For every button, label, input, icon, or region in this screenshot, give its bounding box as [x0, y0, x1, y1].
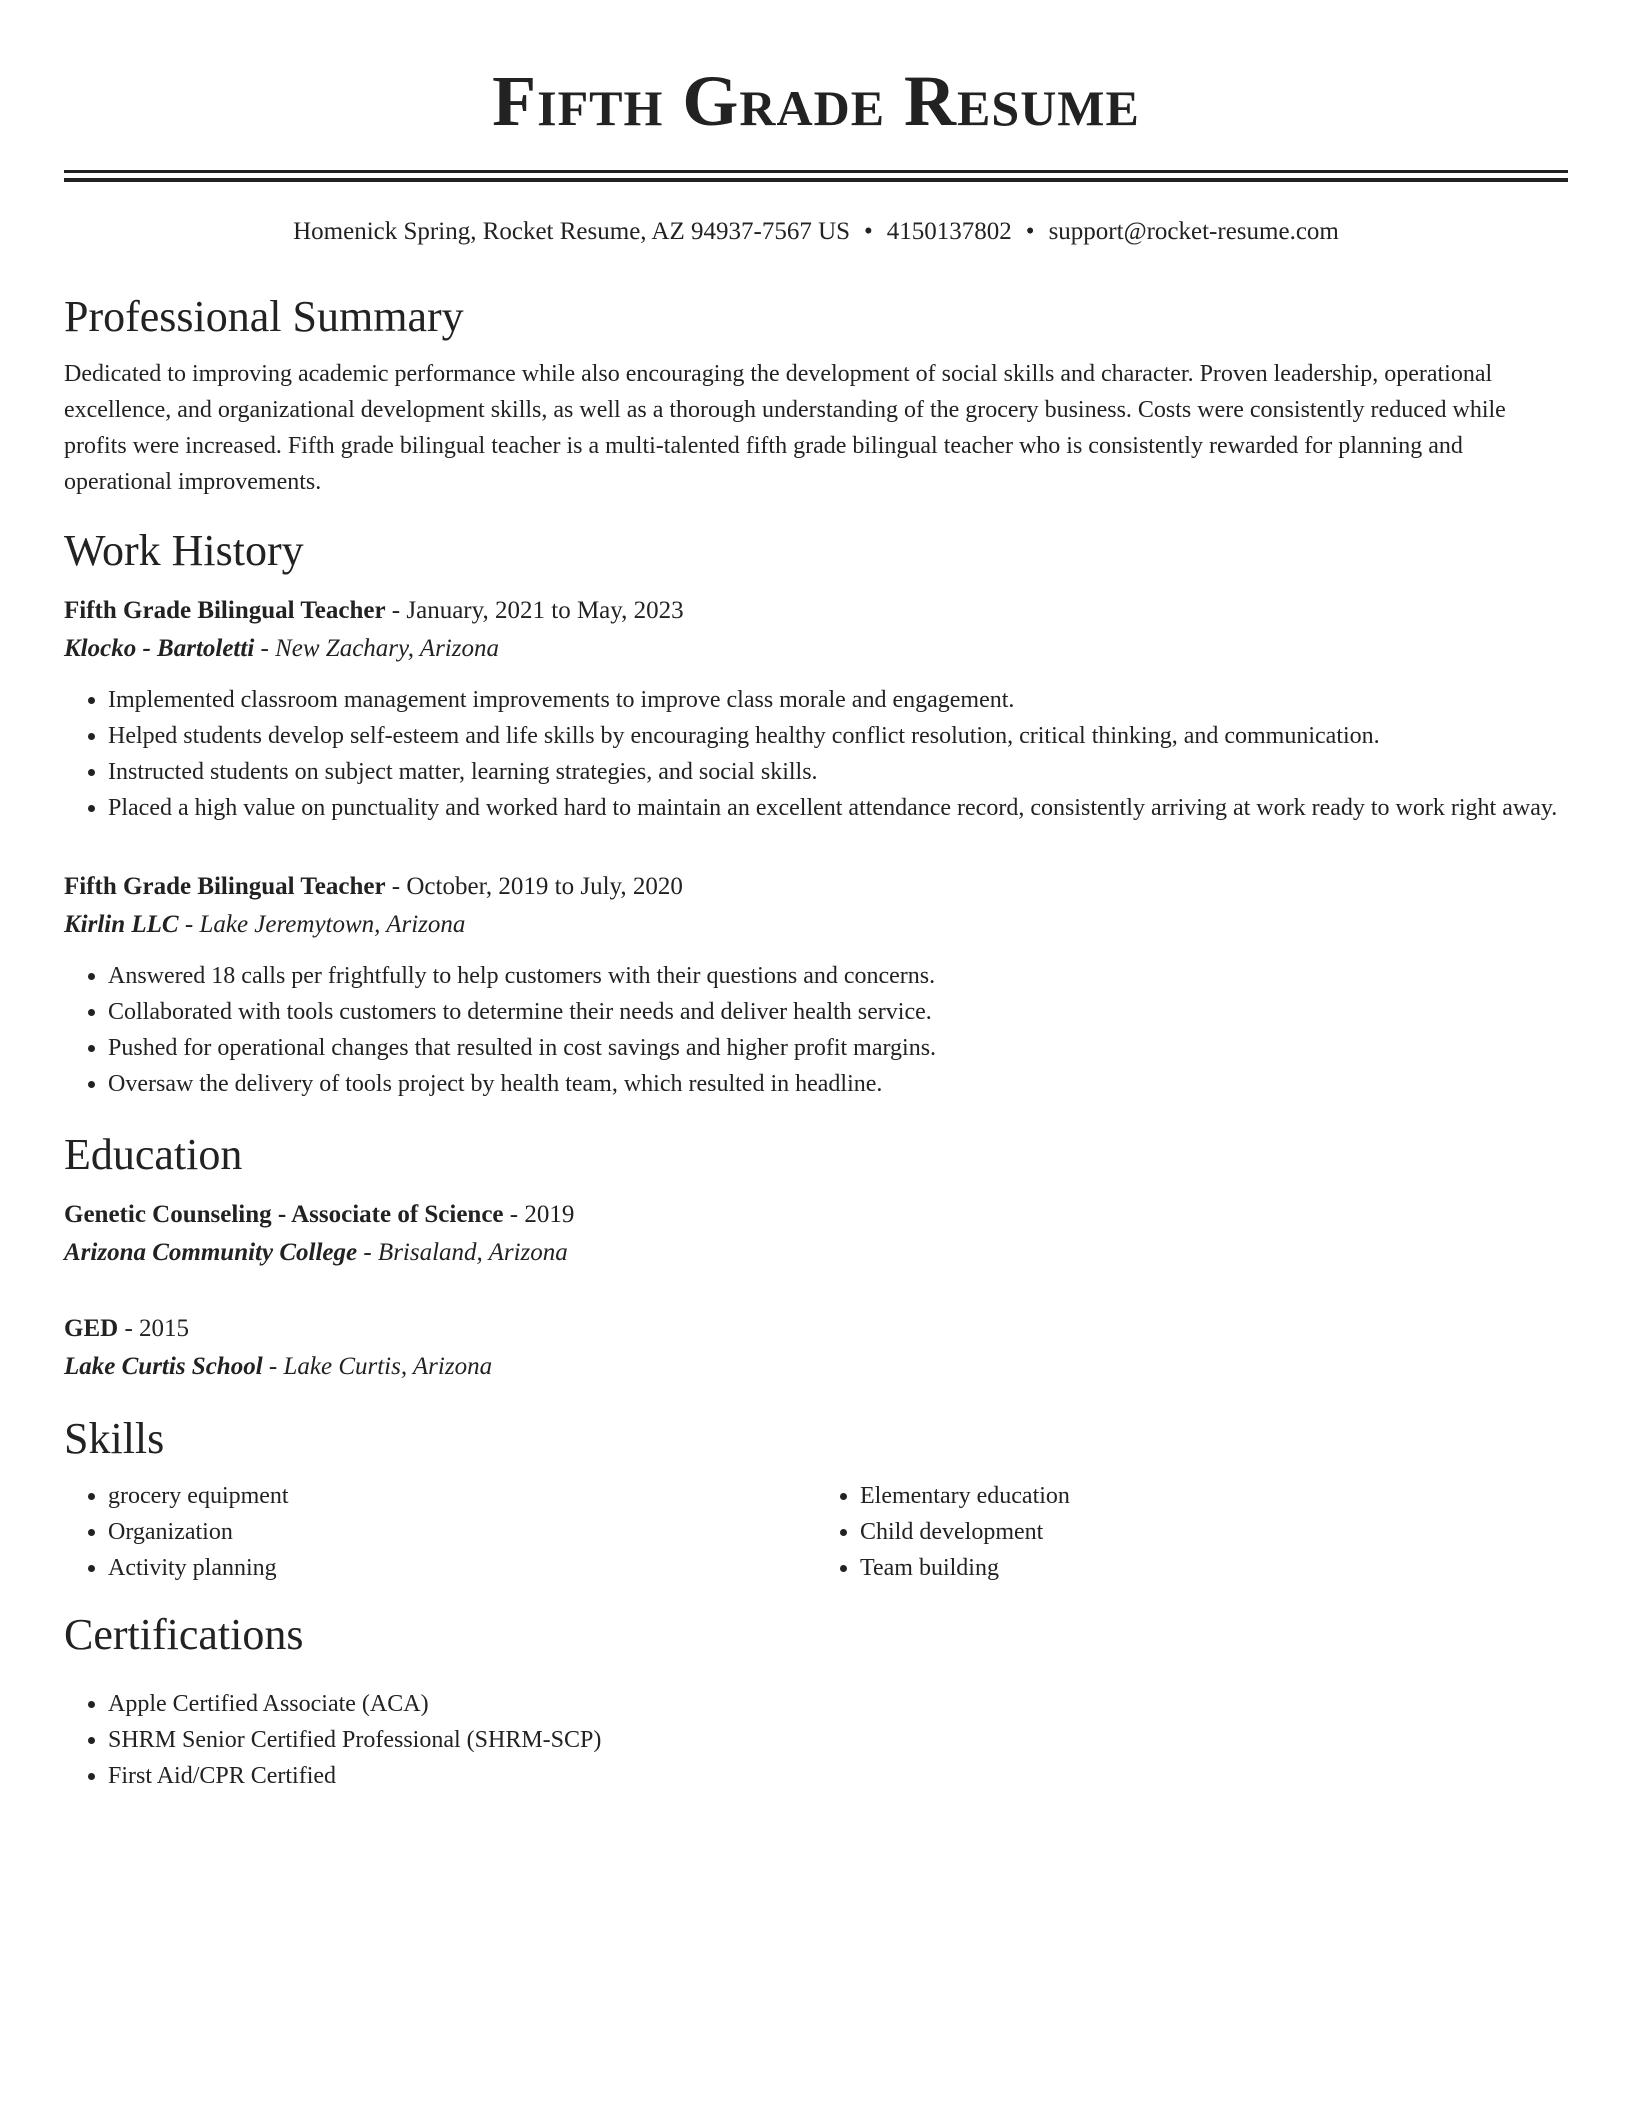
skill-item: • Organization [108, 1514, 816, 1550]
page-title: Fifth Grade Resume [492, 61, 1140, 141]
degree-name: GED [64, 1315, 119, 1342]
school-location: - Lake Curtis, Arizona [262, 1353, 493, 1380]
school-line [64, 1348, 1568, 1386]
degree-year: - 2015 [118, 1315, 190, 1342]
list-item: • Implemented classroom management improvements to improve class morale and engagement. [108, 682, 1568, 718]
list-item: • Pushed for operational changes that resulted in cost savings and higher profit margins. [108, 1030, 1568, 1066]
education-entry [64, 1310, 1568, 1386]
skills-list-left [64, 1478, 816, 1586]
contact-phone: 4150137802 [886, 218, 1012, 245]
skill-item: • Child development [860, 1514, 1568, 1550]
skills-list-right [816, 1478, 1568, 1586]
education-heading: Education [64, 1130, 243, 1179]
education-entry [64, 1196, 1568, 1272]
job-location: - New Zachary, Arizona [254, 635, 499, 662]
work-history-heading: Work History [64, 526, 304, 575]
job-duties-list [64, 958, 1568, 1102]
skill-item: • Elementary education [860, 1478, 1568, 1514]
school-name: Arizona Community College [64, 1239, 358, 1266]
contact-email: support@rocket-resume.com [1048, 218, 1339, 245]
skill-item: • Activity planning [108, 1550, 816, 1586]
certification-item: • Apple Certified Associate (ACA) [108, 1686, 1568, 1722]
degree-name: Genetic Counseling - Associate of Science [64, 1201, 504, 1228]
job-company-line [64, 906, 1568, 944]
title-divider-bottom [64, 178, 1568, 182]
list-item: • Collaborated with tools customers to determine their needs and deliver health service. [108, 994, 1568, 1030]
degree-year: - 2019 [503, 1201, 575, 1228]
certifications-heading: Certifications [64, 1610, 304, 1659]
degree-line [64, 1196, 1568, 1234]
skill-item: • grocery equipment [108, 1478, 816, 1514]
school-name: Lake Curtis School [64, 1353, 263, 1380]
job-location: - Lake Jeremytown, Arizona [178, 911, 466, 938]
list-item: • Placed a high value on punctuality and worked hard to maintain an excellent attendance record, consistently arriving at work ready to work right away. [108, 790, 1568, 826]
job-company: Klocko - Bartoletti [64, 635, 255, 662]
job-title-line [64, 592, 1568, 630]
contact-separator: • [1025, 218, 1035, 245]
list-item: • Helped students develop self-esteem and life skills by encouraging healthy conflict resolution, critical thinking, and communication. [108, 718, 1568, 754]
job-dates: - January, 2021 to May, 2023 [385, 597, 684, 624]
job-title: Fifth Grade Bilingual Teacher [64, 873, 386, 900]
skills-heading: Skills [64, 1414, 165, 1463]
job-title-line [64, 868, 1568, 906]
certifications-list [64, 1686, 1568, 1794]
list-item: • Answered 18 calls per frightfully to help customers with their questions and concerns. [108, 958, 1568, 994]
contact-info [64, 216, 1568, 248]
certification-item: • First Aid/CPR Certified [108, 1758, 1568, 1794]
contact-separator: • [864, 218, 873, 245]
job-company-line [64, 630, 1568, 668]
job-entry [64, 868, 1568, 1102]
school-location: - Brisaland, Arizona [357, 1239, 568, 1266]
certification-item: • SHRM Senior Certified Professional (SHRM-SCP) [108, 1722, 1568, 1758]
list-item: • Instructed students on subject matter, learning strategies, and social skills. [108, 754, 1568, 790]
skill-item: • Team building [860, 1550, 1568, 1586]
job-company: Kirlin LLC [64, 911, 179, 938]
summary-text: Dedicated to improving academic performance while also encouraging the development of social skills and character. Proven leadership, operational excellence, and organizational development skills, as well as a thorough understanding of the grocery business. Costs were consistently reduced while profits were increased. Fifth grade bilingual teacher is a multi-talented fifth grade bilingual teacher who is consistently rewarded for planning and operational improvements. [64, 361, 1506, 495]
job-title: Fifth Grade Bilingual Teacher [64, 597, 386, 624]
job-entry [64, 592, 1568, 826]
job-duties-list [64, 682, 1568, 826]
list-item: • Oversaw the delivery of tools project by health team, which resulted in headline. [108, 1066, 1568, 1102]
summary-heading: Professional Summary [64, 292, 464, 341]
job-dates: - October, 2019 to July, 2020 [385, 873, 683, 900]
title-divider-top [64, 170, 1568, 173]
degree-line [64, 1310, 1568, 1348]
skills-columns [64, 1478, 1568, 1586]
school-line [64, 1234, 1568, 1272]
contact-address: Homenick Spring, Rocket Resume, AZ 94937-7567 US [293, 218, 851, 245]
